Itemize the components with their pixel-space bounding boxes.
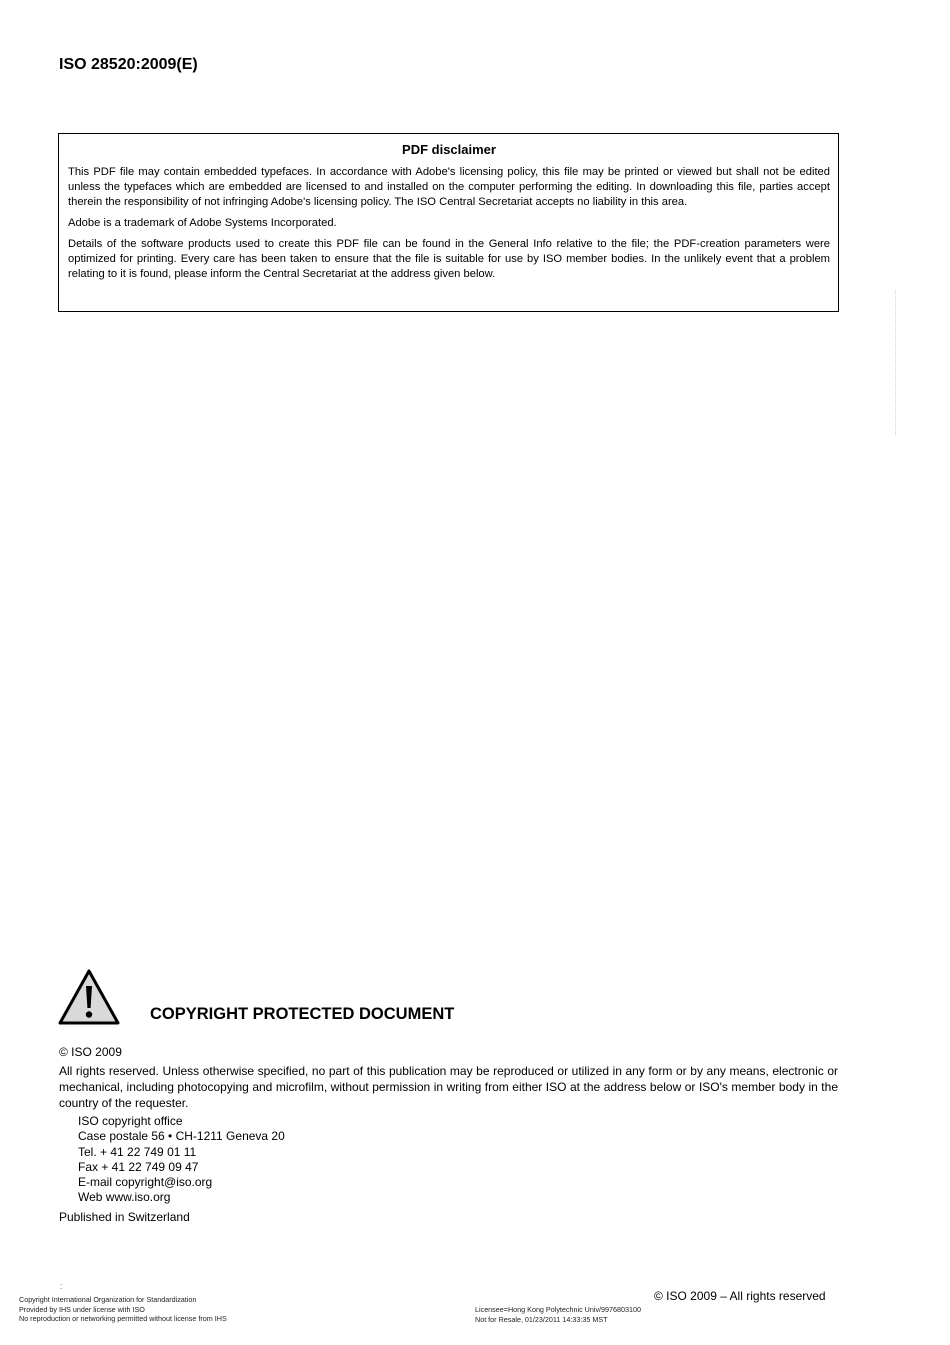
copyright-heading: COPYRIGHT PROTECTED DOCUMENT (150, 1005, 455, 1023)
address-line: ISO copyright office (78, 1114, 183, 1128)
footer-line: Licensee=Hong Kong Polytechnic Univ/9976803100 (475, 1305, 642, 1314)
copyright-year: © ISO 2009 (59, 1045, 122, 1059)
address-line: Web www.iso.org (78, 1190, 171, 1205)
disclaimer-title: PDF disclaimer (402, 142, 496, 157)
disclaimer-paragraph: Details of the software products used to create this PDF file can be found in the General Info relative to the file; the PDF-creation parameters were optimized for printing. Every care has been taken to ensure that the file is suitable for use by ISO member bodies. In the unlikely event that a problem relating to it is found, please inform the Central Secretariat at the address given below. (68, 238, 830, 280)
footer-line: No reproduction or networking permitted without license from IHS (19, 1314, 227, 1323)
footer-line: Not for Resale, 01/23/2011 14:33:35 MST (475, 1314, 608, 1324)
published-location: Published in Switzerland (59, 1210, 190, 1224)
warning-icon (57, 968, 121, 1026)
footer-licensee (475, 1305, 641, 1324)
document-id: ISO 28520:2009(E) (59, 56, 198, 73)
margin-marks (895, 290, 902, 435)
footer-line: Copyright International Organization for Standardization (19, 1295, 197, 1304)
rights-statement: All rights reserved. Unless otherwise specified, no part of this publication may be reproduced or utilized in any form or by any means, electronic or mechanical, including photocopying and microfilm, without permission in writing from either ISO at the address below or ISO's member body in the country of the requester. (59, 1064, 838, 1110)
footer-rights: © ISO 2009 – All rights reserved (654, 1289, 826, 1303)
footer-line: Provided by IHS under license with ISO (19, 1304, 145, 1314)
copyright-office-address (78, 1114, 285, 1206)
address-line: Tel. + 41 22 749 01 11 (78, 1144, 197, 1159)
address-line: Fax + 41 22 749 09 47 (78, 1159, 199, 1174)
address-line: Case postale 56 • CH-1211 Geneva 20 (78, 1129, 285, 1144)
footer-dots: ⁚ (60, 1284, 63, 1291)
pdf-disclaimer-box (58, 133, 839, 312)
disclaimer-paragraph: Adobe is a trademark of Adobe Systems Incorporated. (68, 217, 337, 229)
disclaimer-paragraph: This PDF file may contain embedded typefaces. In accordance with Adobe's licensing policy, this file may be printed or viewed but shall not be edited unless the typefaces which are embedded are licensed to and installed on the computer performing the editing. In downloading this file, parties accept therein the responsibility of not infringing Adobe's licensing policy. The ISO Central Secretariat accepts no liability in this area. (68, 166, 830, 208)
footer-license-notice (19, 1295, 227, 1324)
address-line: E-mail copyright@iso.org (78, 1175, 213, 1190)
